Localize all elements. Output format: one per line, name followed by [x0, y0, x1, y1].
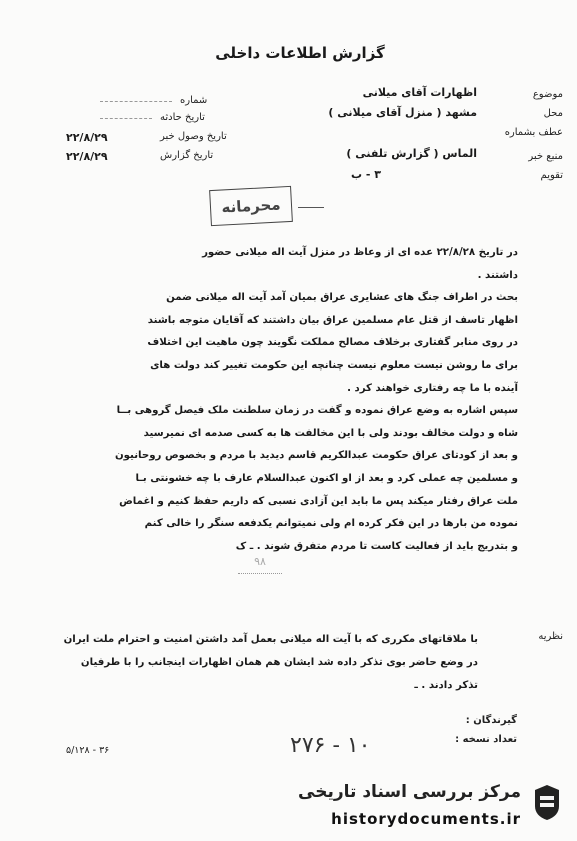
footer-code: ۵/۱۲۸ - ۳۶: [66, 745, 110, 756]
report-date-label: تاریخ گزارش: [160, 150, 214, 161]
subject-value: اظهارات آقای میلانی: [362, 86, 477, 99]
body-line: اظهار تاسف از قتل عام مسلمین عراق بیان داشتند که آقایان متوجه باشند: [147, 314, 518, 326]
body-line: نموده من بارها در این فکر کرده ام ولی نمیتوانم یکدفعه سنگر را خالی کنم: [144, 518, 518, 530]
body-line: برای ما روشن نیست معلوم نیست چنانچه این حکومت تغییر کند دولت های: [150, 359, 518, 371]
number-label: شماره: [180, 95, 208, 106]
body-line: و مسلمین چه عملی کرد و بعد از او اکنون عبدالسلام عارف با چه خشونتی بـا: [135, 472, 518, 484]
body-line: شاه و دولت مخالف بودند ولی با این مخالفت ها به کسی صدمه ای نمیرسید: [143, 427, 518, 439]
note-line: در وضع حاضر بوی تذکر داده شد ایشان هم همان اظهارات اینجانب را با طرفیان: [80, 657, 478, 668]
place-label: محل: [543, 108, 563, 119]
body-line: داشتند .: [477, 269, 518, 281]
number-blank: [100, 101, 172, 102]
body-line: در روی منابر گفتاری برخلاف مصالح مملکت نگویند چون ماهیت این اختلاف: [147, 337, 518, 349]
source-label: منبع خبر: [528, 151, 563, 162]
place-value: مشهد ( منزل آقای میلانی ): [328, 106, 477, 119]
archive-watermark: [288, 780, 577, 841]
note-body: [58, 628, 478, 697]
body-line: سپس اشاره به وضع عراق نموده و گفت در زمان سلطنت ملک فیصل گروهی بــا: [116, 405, 518, 417]
note-line: با ملاقاتهای مکرری که با آیت اله میلانی بعمل آمد داشتن امنیت و احترام ملت ایران: [63, 634, 478, 645]
archive-name: مرکز بررسی اسناد تاریخی: [298, 782, 521, 802]
archive-url: historydocuments.ir: [331, 810, 521, 828]
body-line: و بعد از کودتای عراق حکومت عبدالکریم قاسم دیدید با مردم و بخصوص روحانیون: [114, 450, 518, 462]
incident-date-label: تاریخ حادثه: [160, 112, 205, 123]
recipients-label: گیرندگان :: [465, 715, 517, 726]
report-date-value: ۲۲/۸/۲۹: [66, 150, 108, 163]
document-title: گزارش اطلاعات داخلی: [215, 44, 385, 62]
archive-logo-icon: [527, 782, 567, 822]
source-value: الماس ( گزارش تلفنی ): [346, 147, 477, 160]
copies-label: تعداد نسخه :: [455, 734, 517, 745]
body-line: در تاریخ ۲۲/۸/۲۸ عده ای از وعاظ در منزل آیت اله میلانی حضور: [202, 247, 518, 258]
handwritten-number: ۲۷۶ - ۱۰: [290, 733, 371, 758]
body-line: بحث در اطراف جنگ های عشایری عراق بمیان آمد آیت اله میلانی ضمن: [166, 292, 518, 304]
body-line: آینده با ما چه رفتاری خواهند کرد .: [347, 382, 518, 394]
rating-value: ۳ - ب: [351, 168, 381, 181]
stamp-dash: [298, 207, 324, 208]
body-line: و بتدریج باید از فعالیت کاست تا مردم متفرق شوند . ـ ک: [235, 540, 518, 552]
reference-label: عطف بشماره: [504, 127, 563, 138]
rating-label: تقویم: [540, 170, 563, 181]
report-body: [62, 242, 518, 558]
note-label: نظریه: [538, 631, 563, 642]
incident-date-blank: [100, 118, 152, 119]
subject-label: موضوع: [532, 89, 563, 100]
faint-stamp-mark: ۹۸: [238, 555, 282, 574]
confidential-stamp: محرمانه: [209, 186, 293, 226]
received-date-label: تاریخ وصول خبر: [160, 131, 227, 142]
body-line: ملت عراق رفتار میکند پس ما باید این آزادی نسبی که داریم حفظ کنیم و اغماض: [119, 495, 518, 507]
note-line: تذکر دادند . ـ: [414, 680, 478, 691]
received-date-value: ۲۲/۸/۲۹: [66, 131, 108, 144]
